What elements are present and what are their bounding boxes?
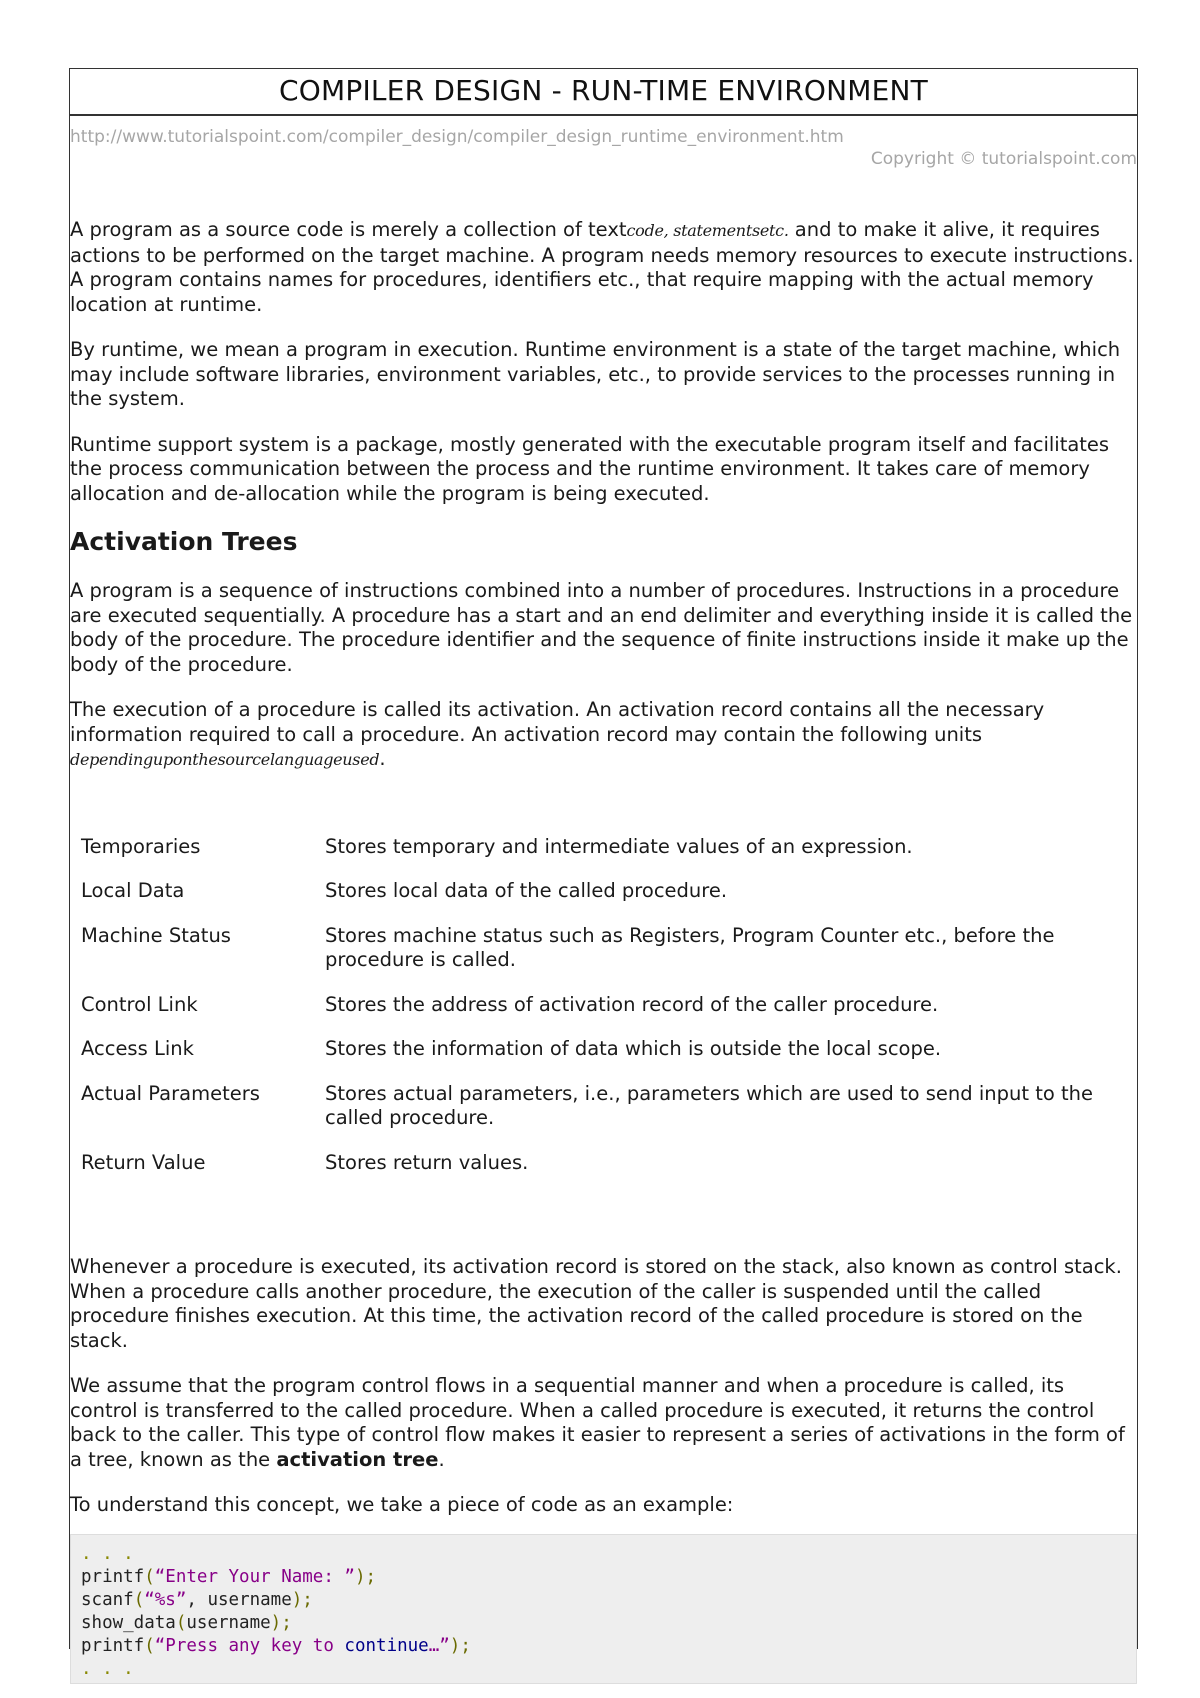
- title-bar: [70, 69, 1137, 116]
- inline-note: dependinguponthesourcelanguageused: [70, 750, 380, 769]
- page-title: COMPILER DESIGN - RUN-TIME ENVIRONMENT: [279, 74, 928, 107]
- code-line: scanf(“%s”, username);: [81, 1589, 313, 1610]
- code-example: [70, 1534, 1137, 1684]
- unit-name: Machine Status: [81, 923, 231, 947]
- table-row: [70, 993, 1137, 1038]
- activation-paragraph-3: Whenever a procedure is executed, its activation record is stored on the stack, also known as control stack. When a procedure calls another procedure, the execution of the caller is suspended until the called procedure finishes execution. At this time, the activation record of the called procedure is stored on the stack.: [70, 1255, 1122, 1352]
- table-row: [70, 924, 1137, 993]
- article-body: [70, 218, 1137, 1684]
- intro-paragraph-3: Runtime support system is a package, mostly generated with the executable program itself and facilitates the process communication between the process and the runtime environment. It takes care of memory allocation and de-allocation while the program is being executed.: [70, 432, 1110, 505]
- code-line: show_data(username);: [81, 1612, 292, 1633]
- intro-paragraph-2: By runtime, we mean a program in execution. Runtime environment is a state of the target machine, which may include software libraries, environment variables, etc., to provide services to the processes running in the system.: [70, 338, 1121, 410]
- unit-description: Stores actual parameters, i.e., parameters which are used to send input to the called procedure.: [325, 1081, 1093, 1129]
- bold-term-activation-tree: activation tree: [276, 1447, 439, 1471]
- code-line: . . .: [81, 1543, 134, 1564]
- code-line: printf(“Press any key to continue…”);: [81, 1635, 471, 1656]
- page-frame: [69, 68, 1138, 1679]
- unit-name: Local Data: [81, 879, 185, 902]
- table-row: [70, 1082, 1137, 1151]
- unit-description: Stores local data of the called procedure.: [325, 879, 728, 902]
- unit-name: Access Link: [81, 1037, 194, 1060]
- table-row: [70, 835, 1137, 880]
- unit-description: Stores machine status such as Registers, Program Counter etc., before the procedure is called.: [325, 923, 1055, 971]
- activation-record-units-table: [70, 835, 1137, 1196]
- intro-paragraph-1: A program as a source code is merely a collection of textcode, statementsetc. and to make it alive, it requires actions to be performed on the target machine. A program needs memory resources to execute instructions. A program contains names for procedures, identifiers etc., that require mapping with the actual memory location at runtime.: [70, 218, 1134, 316]
- table-row: [70, 1037, 1137, 1082]
- unit-name: Return Value: [81, 1150, 206, 1174]
- table-row: [70, 879, 1137, 924]
- copyright-notice: Copyright © tutorialspoint.com: [870, 149, 1137, 169]
- unit-name: Control Link: [81, 992, 198, 1016]
- section-heading-activation-trees: Activation Trees: [70, 527, 298, 556]
- activation-paragraph-5: To understand this concept, we take a piece of code as an example:: [70, 1493, 734, 1516]
- inline-note: code, statementsetc.: [626, 221, 789, 240]
- unit-name: Actual Parameters: [81, 1081, 260, 1105]
- table-row: [70, 1151, 1137, 1196]
- activation-paragraph-2: The execution of a procedure is called its activation. An activation record contains all the necessary information required to call a procedure. An activation record may contain the following units dependinguponthesourcelanguageused.: [70, 698, 1045, 770]
- source-url[interactable]: http://www.tutorialspoint.com/compiler_design/compiler_design_runtime_environment.htm: [70, 127, 844, 147]
- unit-description: Stores the information of data which is outside the local scope.: [325, 1037, 942, 1060]
- unit-description: Stores the address of activation record of the caller procedure.: [325, 992, 939, 1016]
- unit-description: Stores return values.: [325, 1150, 529, 1174]
- code-line: . . .: [81, 1658, 134, 1679]
- code-line: printf(“Enter Your Name: ”);: [81, 1566, 377, 1587]
- unit-name: Temporaries: [81, 834, 201, 858]
- unit-description: Stores temporary and intermediate values of an expression.: [325, 834, 913, 858]
- activation-paragraph-1: A program is a sequence of instructions combined into a number of procedures. Instructions in a procedure are executed sequentially. A procedure has a start and an end delimiter and everything inside it is called the body of the procedure. The procedure identifier and the sequence of finite instructions inside it make up the body of the procedure.: [70, 579, 1133, 676]
- activation-paragraph-4: We assume that the program control flows in a sequential manner and when a procedure is called, its control is transferred to the called procedure. When a called procedure is executed, it returns the control back to the caller. This type of control flow makes it easier to represent a series of activations in the form of a tree, known as the activation tree.: [70, 1374, 1125, 1471]
